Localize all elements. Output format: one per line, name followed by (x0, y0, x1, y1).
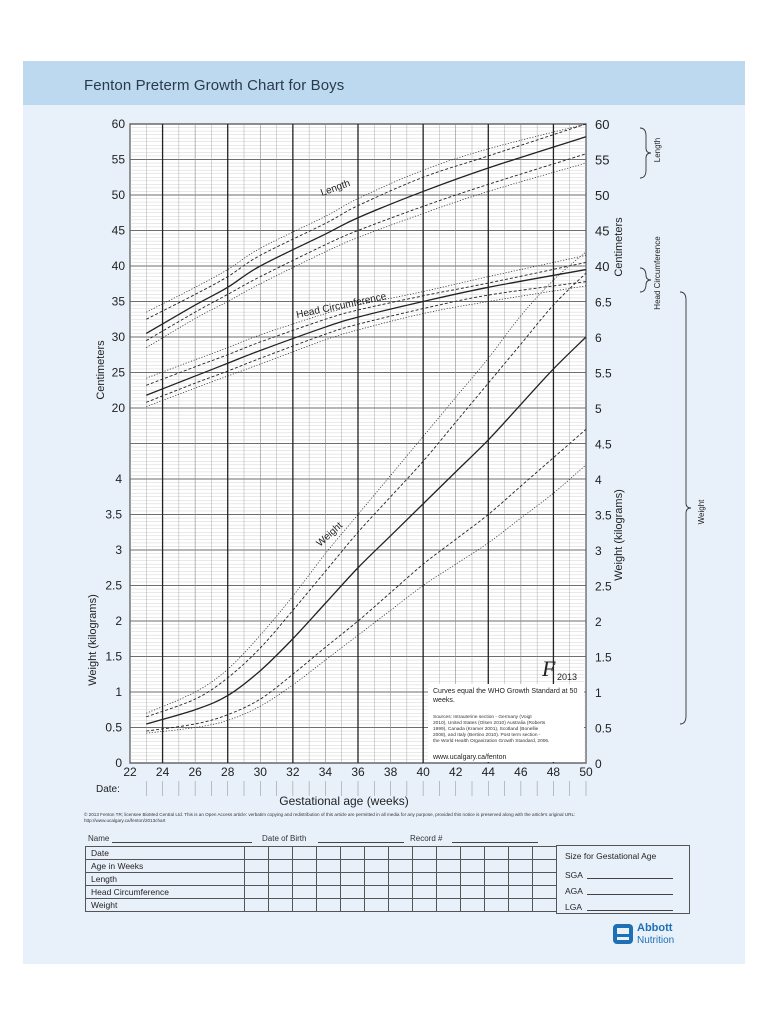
size-box-title: Size for Gestational Age (565, 851, 657, 861)
right-tick-label-cm: 55 (595, 152, 610, 168)
bracket-label-weight: Weight (697, 499, 706, 525)
right-tick-label-kg: 1 (595, 686, 602, 700)
dob-label: Date of Birth (262, 834, 307, 843)
y-tick-label-cm: 35 (111, 294, 125, 309)
y-tick-label-cm: 40 (111, 259, 125, 273)
sga-label: SGA (565, 870, 583, 880)
x-tick-label: 36 (351, 765, 365, 779)
right-tick-label-kg: 3 (595, 544, 602, 558)
x-tick-label: 50 (579, 765, 593, 779)
y-tick-label-cm: 20 (111, 401, 125, 415)
x-tick-label: 46 (514, 765, 528, 779)
right-tick-label-kg: 2.5 (595, 579, 612, 594)
x-axis-title: Gestational age (weeks) (279, 794, 409, 808)
bracket-weight (680, 292, 691, 724)
x-tick-label: 30 (253, 765, 267, 779)
aga-label: AGA (565, 886, 583, 896)
left-axis-title-kg: Weight (kilograms) (87, 594, 99, 686)
right-tick-label-kg: 4 (595, 473, 602, 487)
logo-name: Abbott (637, 922, 673, 934)
record-field[interactable] (452, 842, 538, 843)
note-sources: 1999), Canada (Kramer 2001), Scotland (Bonellie (433, 727, 539, 732)
right-tick-label-kg: 0 (595, 757, 602, 771)
table-row (86, 873, 629, 886)
y-tick-label-cm: 30 (111, 330, 125, 344)
x-tick-label: 22 (123, 765, 137, 779)
right-tick-label-kg: 0.5 (595, 721, 612, 736)
table-row (86, 886, 629, 899)
right-tick-label-cm: 40 (595, 259, 610, 274)
right-tick-label-kg: 4.5 (595, 437, 612, 452)
curve-label-length: Length (319, 178, 352, 199)
name-field[interactable] (112, 842, 252, 843)
sga-field[interactable] (587, 878, 673, 879)
right-tick-label-kg: 6.5 (595, 295, 612, 310)
x-tick-label: 24 (155, 765, 170, 779)
name-label: Name (88, 834, 110, 843)
page-title: Fenton Preterm Growth Chart for Boys (84, 77, 345, 94)
note-sources: 2010), United States (Olsen 2010) Australia (Roberts (433, 721, 546, 726)
y-tick-label-kg: 0 (115, 756, 122, 770)
curve-label-weight: Weight (314, 520, 346, 550)
y-tick-label-kg: 1.5 (105, 649, 122, 664)
x-tick-label: 44 (481, 765, 495, 779)
note-title: Curves equal the WHO Growth Standard at 50 (433, 688, 578, 695)
row-label: Date (86, 847, 245, 860)
left-axis-title-cm: Centimeters (95, 340, 107, 400)
record-label: Record # (410, 834, 443, 843)
y-tick-label-kg: 2.5 (105, 578, 122, 593)
x-tick-label: 48 (546, 765, 561, 779)
table-row (86, 847, 629, 860)
bracket-head-circumference (640, 268, 651, 292)
row-label: Age in Weeks (86, 860, 245, 873)
y-tick-label-kg: 0.5 (105, 720, 122, 735)
logo-subname: Nutrition (637, 935, 675, 946)
lga-field[interactable] (587, 910, 673, 911)
table-row (86, 899, 629, 912)
record-table (85, 846, 629, 912)
size-for-gestational-age-box (556, 845, 690, 914)
y-tick-label-kg: 3.5 (105, 507, 122, 522)
row-label: Length (86, 873, 245, 886)
x-tick-label: 32 (286, 765, 300, 779)
copyright-notice: © 2013 Fenton TR; licensee BioMed Central Ltd. This is an Open Access article: verbatim copying and redistribution of this article are permitted in all media for any purpose, provided this notice is preserved along with the article's original URL: http://www.ucalgary.ca/fenton/2013chart (84, 812, 576, 823)
right-tick-label-kg: 5.5 (595, 366, 612, 381)
bracket-label-length: Length (653, 137, 662, 163)
row-label: Weight (86, 899, 245, 912)
right-tick-label-cm: 45 (595, 223, 610, 239)
aga-field[interactable] (587, 894, 673, 895)
right-tick-label-kg: 1.5 (595, 650, 612, 665)
date-label: Date: (96, 784, 120, 795)
note-sources: Sources: Intrauterine section - Germany (Voigt (433, 715, 532, 720)
note-title: weeks. (433, 697, 455, 704)
row-label: Head Circumference (86, 886, 245, 899)
abbott-logo (612, 921, 690, 949)
curve-label-head-circumference: Head Circumference (295, 291, 388, 321)
lga-label: LGA (565, 902, 583, 912)
y-tick-label-kg: 3 (115, 543, 122, 557)
x-tick-label: 42 (449, 765, 463, 779)
table-row (86, 860, 629, 873)
bracket-label-head-circumference: Head Circumference (653, 236, 662, 310)
right-tick-label-cm: 60 (595, 117, 610, 132)
right-tick-label-cm: 50 (595, 188, 610, 203)
y-tick-label-kg: 2 (115, 614, 122, 628)
x-tick-label: 34 (318, 765, 333, 779)
right-axis-title-cm: Centimeters (613, 217, 625, 277)
note-sources: the World Health Organization Growth Standard, 2006. (433, 739, 550, 744)
y-tick-label-cm: 25 (111, 365, 125, 380)
fenton-mark: F (542, 656, 556, 681)
dob-field[interactable] (318, 842, 404, 843)
y-tick-label-cm: 55 (111, 152, 125, 167)
x-tick-label: 26 (188, 765, 202, 779)
y-tick-label-cm: 60 (111, 117, 125, 131)
right-tick-label-kg: 6 (595, 331, 602, 345)
note-sources: 2008), and Italy (Bertino 2010). Post term section - (433, 733, 541, 738)
right-axis-title-kg: Weight (kilograms) (613, 489, 625, 581)
fenton-mark-year: 2013 (557, 672, 578, 682)
right-tick-label-kg: 5 (595, 402, 602, 416)
x-tick-label: 38 (383, 765, 398, 779)
right-tick-label-kg: 2 (595, 615, 602, 629)
note-url: www.ucalgary.ca/fenton (433, 754, 507, 761)
right-tick-label-kg: 3.5 (595, 508, 612, 523)
x-tick-label: 28 (221, 765, 235, 779)
x-tick-label: 40 (416, 765, 430, 779)
y-tick-label-kg: 1 (115, 685, 122, 699)
bracket-length (640, 128, 651, 178)
y-tick-label-kg: 4 (115, 472, 122, 486)
y-tick-label-cm: 45 (111, 223, 125, 238)
y-tick-label-cm: 50 (111, 188, 125, 202)
